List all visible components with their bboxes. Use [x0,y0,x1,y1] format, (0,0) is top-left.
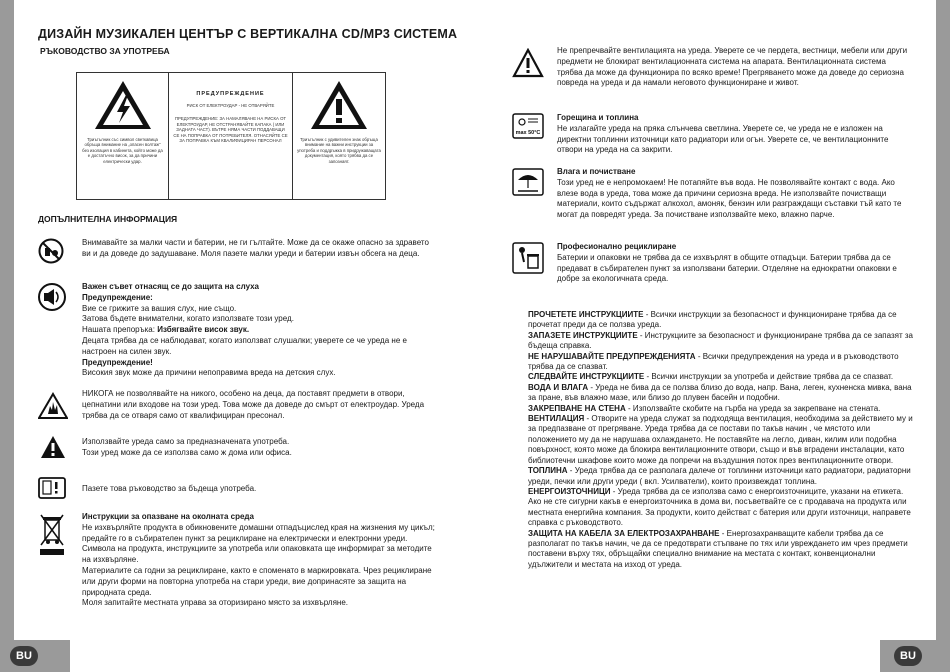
hearing-line-4: Децата трябва да се наблюдават, когато използват слушалки; уверете се че уреда не е настроен на силен звук. [82,335,407,356]
instruction-text: - Отворите на уреда служат за подходяща вентилация, необходима за действието му и за предпазване от прегряване. Уреда трябва да се постави по такъв начин , че мястото или положението му да не нарушава охлаждането. Не поставяйте на легло, диван, килим или подобна повърхност, която може да блокира вентилационните отвори, също и във вградени инсталации, като библиотечни шкафове които може да попречи на въздушния поток през вентилационните отвори. [528,414,913,465]
warning-right-column [293,73,385,199]
instruction-label: СЛЕДВАЙТЕ ИНСТРУКЦИИТЕ [528,372,645,382]
electric-shock-hand-icon [38,392,68,420]
warning-body: ПРЕДУПРЕЖДЕНИЕ: ЗА НАМАЛЯВАНЕ НА РИСКА ОТ ЕЛЕКТРОУДАР, НЕ ОТСТРАНЯВАЙТЕ КАПАКА ( ИЛИ ЗАДНАТА ЧАСТ). ВЪТРЕ НЯМА ЧАСТИ ПОДДАВАЩИ СЕ НА ПОПРАВКА ОТ ПОТРЕБИТЕЛЯ. ОТНАСЯЙТЕ СЕ ЗА ПОПРАВКА КЪМ КВАЛИФИЦИРАН ПЕРСОНАЛ [173,116,288,144]
hearing-line-3a: Нашата препоръка: [82,325,158,335]
instruction-text: - Инструкциите за безопасност и функциониране трябва да се запазят за бъдеща справка. [528,330,913,351]
hearing-line-3 [82,325,438,336]
instruction-label: ЗАКРЕПВАНЕ НА СТЕНА [528,403,626,413]
moisture-section [557,167,912,221]
lightning-triangle-icon [93,79,153,131]
hearing-heading: Важен съвет отнасящ се до защита на слуха [82,282,260,291]
instruction-text: - Енергозахранващите кабели трябва да се разполагат по такъв начин, че да се предотврати стъпване по тях или увреждането им чрез предмети поставени върху тях, обръщайки специално внимание на местата с контакт, конвенционални удължители и местата на изход от уреда. [528,528,908,569]
hearing-warning-2: Предупреждение! [82,357,153,367]
instruction-item [528,529,916,571]
warning-left-column [77,73,169,199]
instruction-item [528,404,916,414]
instruction-text: - Уреда трябва да се разполага далече от топлинни източници като радиатори, радиаторни уреди, печки или други уреди ( вкл. Усилватели), които произвеждат топлина. [528,466,911,486]
environment-line-1: Не изхвърляйте продукта в обикновените домашни отпадъцислед края на жизнения му цикъл; предайте го в събирателен пункт за рециклиране на електрически и електронни уреди. Символа на продукта, инструкциите за употреба или опаковката ще информират за методите на изхвърляне. [82,522,435,565]
moisture-heading: Влага и почистване [557,167,636,176]
instructions-list [528,310,916,570]
warning-right-text: Триъгълник с удивителен знак обръща внимание на важни инструкции за употреба и поддръжка в придружаващата документация, която трябва да се запознаят. [297,137,381,164]
instruction-item [528,310,916,331]
ventilation-warning-icon [512,48,544,80]
instruction-label: ВЕНТИЛАЦИЯ [528,414,585,424]
hearing-line-3b: Избягвайте висок звук. [157,325,250,335]
exclamation-triangle-icon [309,79,369,131]
instruction-label: ТОПЛИНА [528,466,568,476]
ventilation-text: Не препречвайте вентилацията на уреда. Уверете се че пердета, вестници, мебели или други предмети не блокират вентилационната система на апарата. Вентилационната система трябва да може да функционира по всяко време! Прегряването може да доведе до сериозна повреда на уреда и да намали неговото функциониране и живот. [557,46,908,88]
moisture-icon [512,168,544,196]
right-margin-bar [936,0,950,672]
keep-manual-text: Пазете това ръководство за бъдеща употреба. [82,484,257,493]
instruction-item [528,414,916,466]
warning-left-text: Триъгълник със символ светкавица обръща внимание на „опасен волтаж“ без изолация в кабинета, който може да е достатъчно висок, за да причини електрически удар. [82,137,163,164]
moisture-body: Този уред не е непромокаем! Не потапяйте във вода. Не позволявайте контакт с вода. Ако влезе вода в уреда, това може да причини сериозна вреда. Не използвайте почистващи материали, които съдържат алкохол, амоняк, бензин или разграждащи съставки тъй като те могат да повредят уреда. За почистване използвайте меко, влажно парче. [557,177,902,220]
instruction-item [528,331,916,352]
hearing-line-1: Вие се грижите за вашия слух, ние също. [82,303,237,313]
warning-sub: РИСК ОТ ЕЛЕКТРОУДАР - НЕ ОТВАРЯЙТЕ [186,103,275,108]
manual-book-icon [38,477,66,499]
instruction-text: - Всички предупреждения на уреда и в ръководството трябва да се спазват. [528,351,899,372]
instruction-label: ПРОЧЕТЕТЕ ИНСТРУКЦИИТЕ [528,310,644,319]
warning-mid-column [169,73,293,199]
instruction-text: - Уреда трябва да се използва само с енергоизточниците, указани на етикета. Ако не сте сигурни какъв е енергоизточника в дома ви, посъветвайте се с продавача на продукта или местната енергийна компания. За продукти, които действат с батерия или други източници, направете справка с ръководството. [528,486,911,528]
instruction-label: ВОДА И ВЛАГА [528,382,589,392]
additional-info-heading: ДОПЪЛНИТЕЛНА ИНФОРМАЦИЯ [38,214,178,224]
environment-section [82,512,438,609]
instruction-item [528,372,916,382]
instruction-label: ЕНЕРГОИЗТОЧНИЦИ [528,486,611,496]
page-badge-left: BU [10,646,38,666]
instruction-text: - Използвайте скобите на гърба на уреда за закрепване на стената. [625,403,881,413]
instruction-text: - Всички инструкции за безопасност и функциониране трябва да се прочетат преди да се ползва уреда. [528,310,897,330]
never-insert-text: НИКОГА не позволявайте на никого, особено на деца, да поставят предмети в отвори, цепнатини или входове на този уред. Това може да доведе до смърт от електроудар. Уреда трябва да се отваря само от квалифициран пресонал. [82,389,425,420]
recycling-heading: Професионално рециклиране [557,242,677,251]
page-title: ДИЗАЙН МУЗИКАЛЕН ЦЕНТЪР С ВЕРТИКАЛНА CD/MP3 СИСТЕМА [38,27,458,41]
warning-box [76,72,386,200]
instruction-label: ЗАЩИТА НА КАБЕЛА ЗА ЕЛЕКТРОЗАХРАНВАНЕ [528,528,720,538]
environment-heading: Инструкции за опазване на околната среда [82,512,254,521]
weee-bin-icon [38,512,66,556]
instruction-label: НЕ НАРУШАВАЙТЕ ПРЕДУПРЕЖДЕНИЯТА [528,351,696,361]
instruction-item [528,487,916,529]
no-small-parts-icon [38,238,64,264]
hearing-section [82,282,438,379]
hearing-protection-icon [38,283,66,311]
instruction-label: ЗАПАЗЕТЕ ИНСТРУКЦИИТЕ [528,330,638,340]
left-margin-bar [0,0,14,672]
caution-triangle-icon [40,435,66,459]
recycling-body: Батерии и опаковки не трябва да се изхвърлят в общите отпадъци. Батерии трябва да се предават в събирателен пункт за използвани батерии. Отделяне на еднократни опаковки е добре за екологичната среда. [557,252,897,284]
environment-line-2: Материалите са годни за рециклиране, както е споменато в маркировката. Чрез рециклиране или други форми на повторна употреба на стари уреди, вие допринасяте за защита на природната среда. [82,565,432,597]
heat-body: Не излагайте уреда на пряка слънчева светлина. Уверете се, че уреда не е изложен на директни топлинни източници като радиатори или огън. Уверете се, че вентилационните отвори на уреда на са закрити. [557,123,889,155]
hearing-line-5: Високия звук може да причини непоправима вреда на детския слух. [82,368,336,378]
recycling-bin-icon [512,242,544,274]
instruction-text: - Всички инструкции за употреба и действие трябва да се спазват. [644,372,894,382]
instruction-text: - Уреда не бива да се ползва близо до вода, напр. Вана, леген, кухненска мивка, вана за пране, във влажно мазе, или близо до плувен басейн и подобни. [528,382,912,403]
heat-section [557,113,912,156]
heat-icon-label: max 50°C [515,130,541,136]
recycling-section [557,242,912,285]
purpose-line-2: Този уред може да се използва само ж дома или офиса. [82,447,292,457]
instruction-item [528,383,916,404]
hearing-warning-1: Предупреждение: [82,292,153,302]
heat-icon [512,113,544,139]
purpose-section [82,437,438,459]
small-parts-text: Внимавайте за малки части и батерии, не ги гълтайте. Може да се окаже опасно за здравето ви и да доведе до задушаване. Моля пазете малки уреди и батерии извън обсега на деца. [82,238,429,258]
purpose-line-1: Използвайте уреда само за предназначената употреба. [82,437,290,446]
instruction-item [528,352,916,373]
instruction-item [528,466,916,487]
heat-heading: Горещина и топлина [557,113,639,122]
environment-line-3: Моля запитайте местната управа за оторизирано място за изхвърляне. [82,598,349,608]
page-badge-right: BU [894,646,922,666]
hearing-line-2: Затова бъдете внимателни, когато използвате този уред. [82,314,294,324]
warning-heading: ПРЕДУПРЕЖДЕНИЕ [196,91,265,97]
manual-label: РЪКОВОДСТВО ЗА УПОТРЕБА [40,46,170,56]
